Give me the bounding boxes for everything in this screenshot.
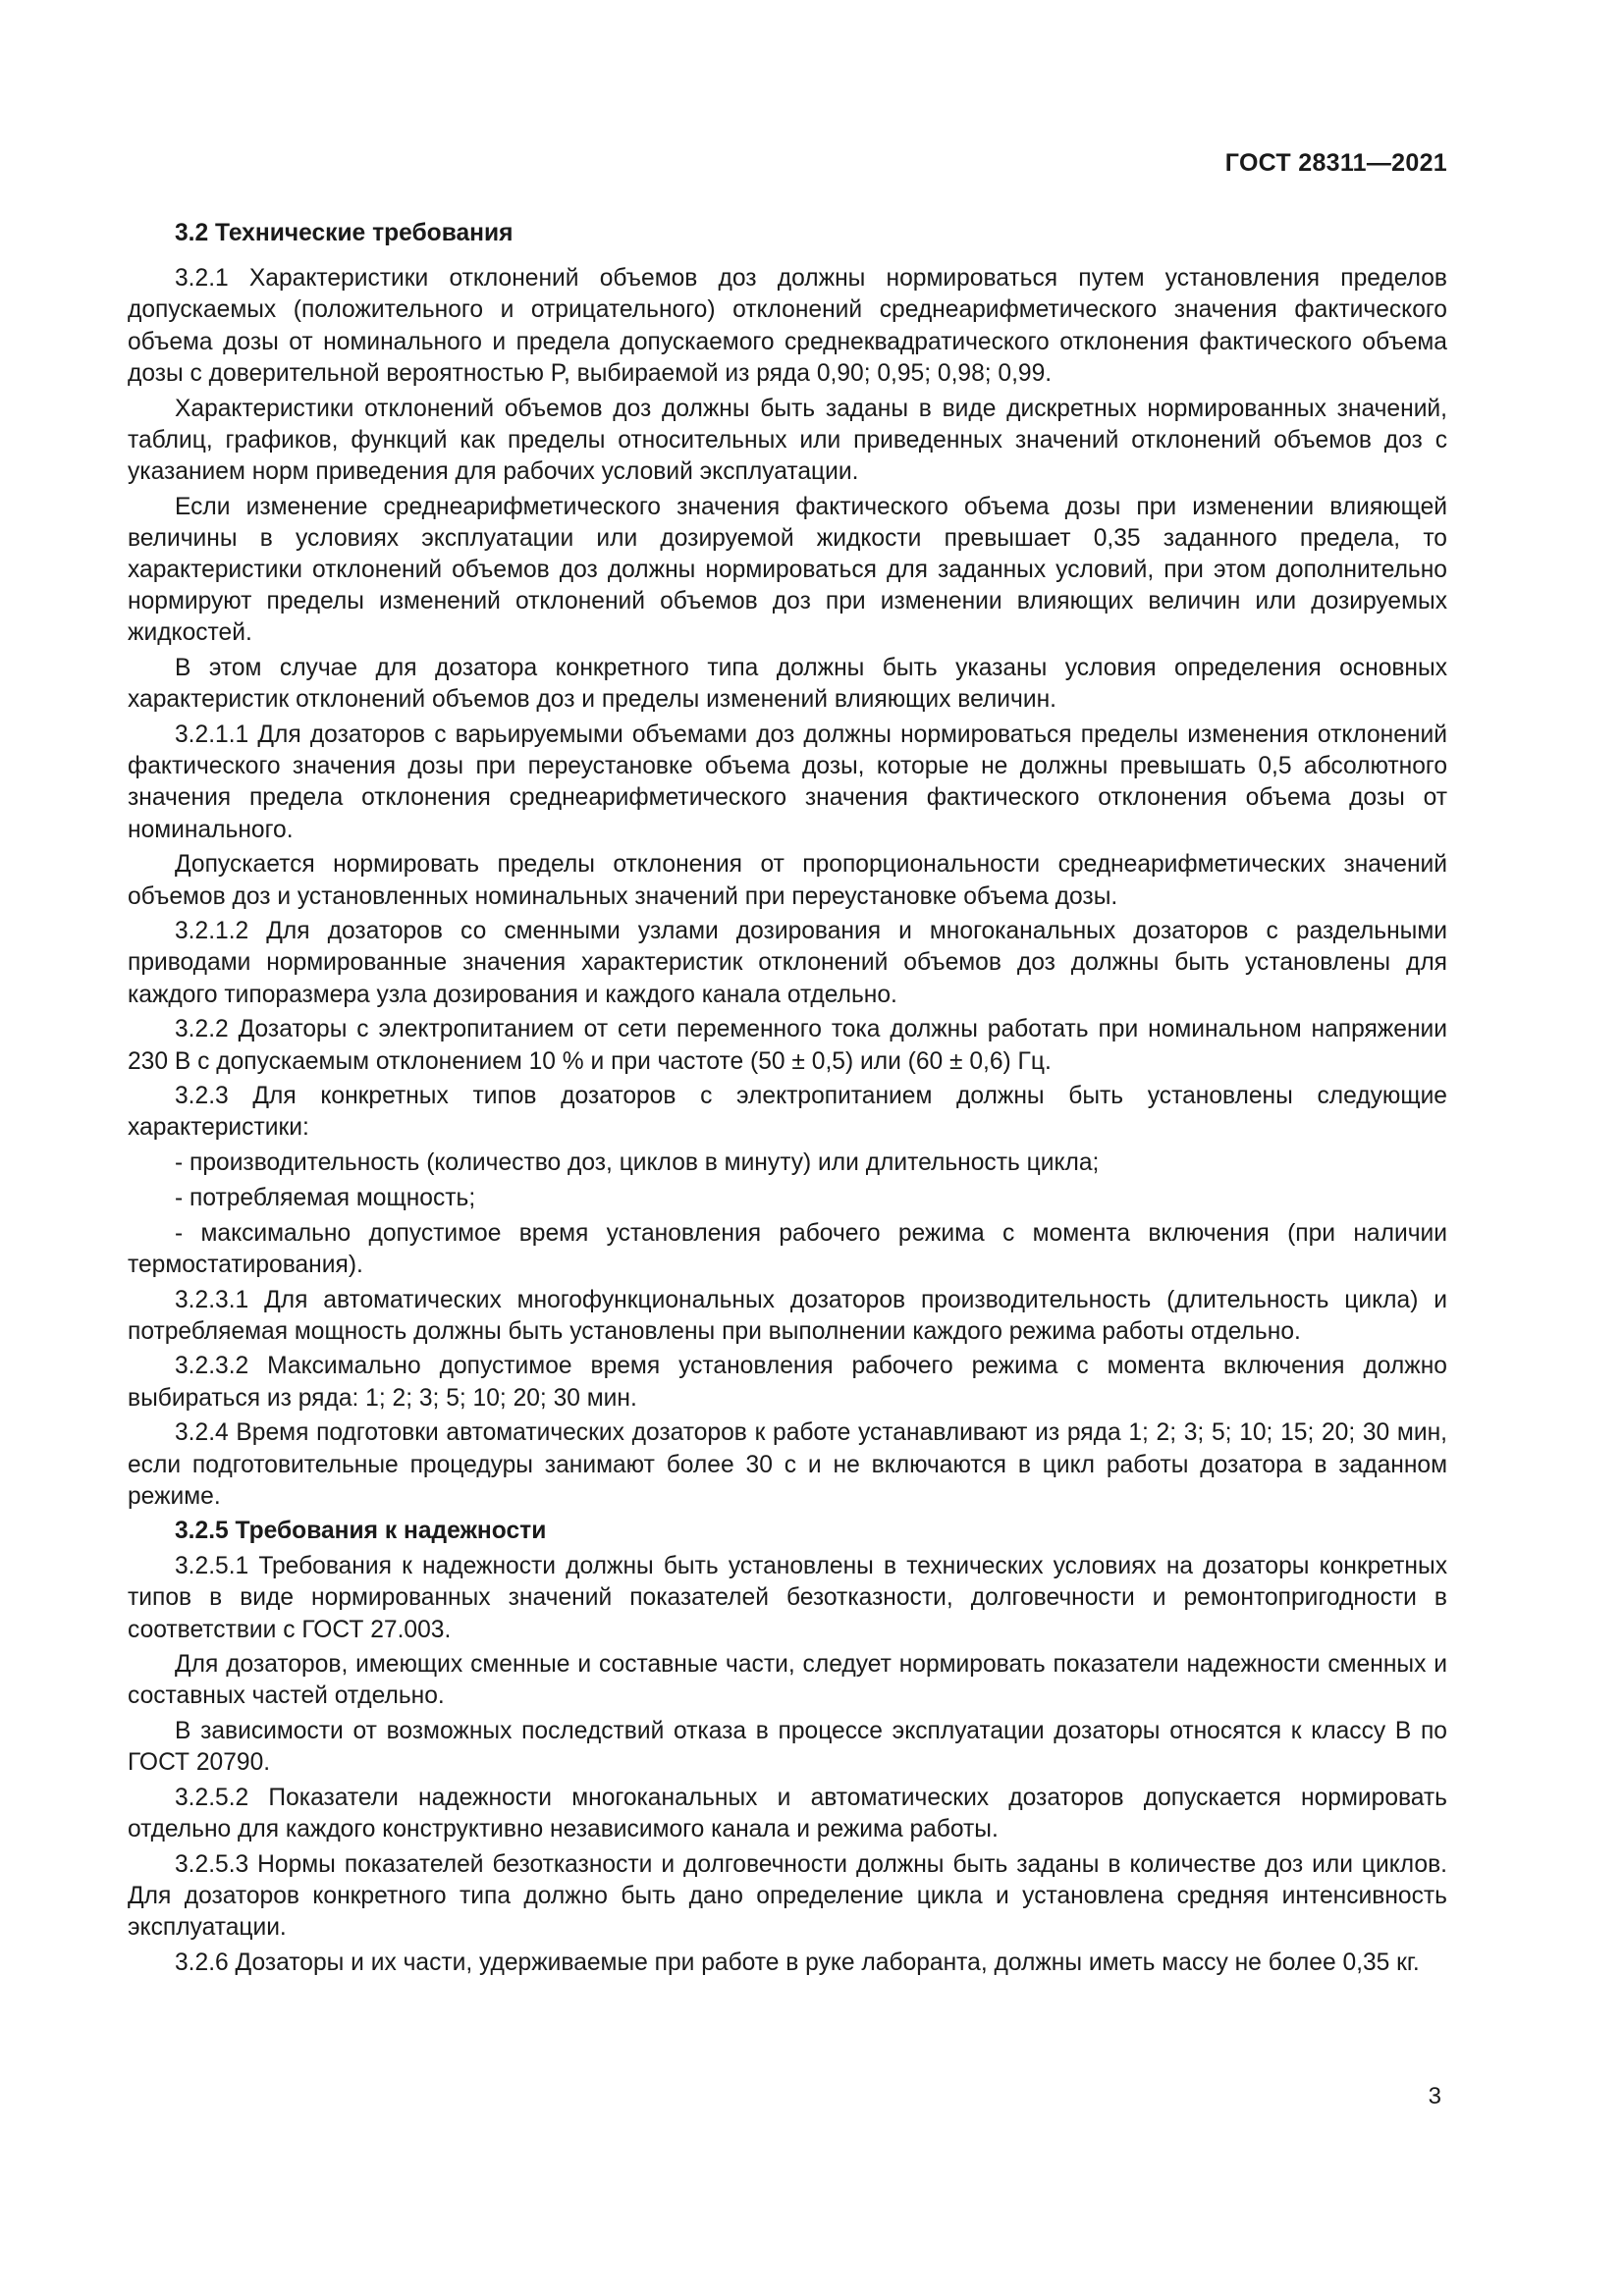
paragraph: 3.2.6 Дозаторы и их части, удерживаемые при работе в руке лаборанта, должны иметь массу не более 0,35 кг. [175, 1949, 1420, 1977]
list-item: - производительность (количество доз, циклов в минуту) или длительность цикла; [175, 1149, 1100, 1177]
paragraph: 3.2.5.3 Нормы показателей безотказности и долговечности должны быть заданы в количестве доз или циклов. Для дозаторов конкретного типа должно быть дано определение цикла и установлена средняя интенсивность эксплуатации. [128, 1850, 1447, 1942]
paragraph: Допускается нормировать пределы отклонения от пропорциональности среднеарифметических значений объемов доз и установленных номинальных значений при переустановке объема дозы. [128, 851, 1447, 910]
list-item: - максимально допустимое время установления рабочего режима с момента включения (при наличии термостатирования). [128, 1219, 1447, 1278]
paragraph: 3.2.3.2 Максимально допустимое время установления рабочего режима с момента включения должно выбираться из ряда: 1; 2; 3; 5; 10; 20; 30 мин. [128, 1353, 1447, 1412]
section-title: 3.2 Технические требования [175, 220, 514, 246]
paragraph: 3.2.2 Дозаторы с электропитанием от сети переменного тока должны работать при номинальном напряжении 230 В с допускаемым отклонением 10 % и при частоте (50 ± 0,5) или (60 ± 0,6) Гц. [128, 1016, 1447, 1075]
paragraph: 3.2.1.1 Для дозаторов с варьируемыми объемами доз должны нормироваться пределы изменения отклонений фактического значения дозы при переустановке объема дозы, которые не должны превышать 0,5 абсолютного значения предела отклонения среднеарифметического значения фактического отклонения объема дозы от номинального. [128, 721, 1447, 843]
paragraph: 3.2.1.2 Для дозаторов со сменными узлами дозирования и многоканальных дозаторов с раздельными приводами нормированные значения характеристик отклонений объемов доз должны быть установлены для каждого типоразмера узла дозирования и каждого канала отдельно. [128, 918, 1447, 1008]
page-number: 3 [1428, 2083, 1441, 2109]
paragraph: 3.2.5.2 Показатели надежности многоканальных и автоматических дозаторов допускается нормировать отдельно для каждого конструктивно независимого канала и режима работы. [128, 1785, 1447, 1843]
subsection-title: 3.2.5 Требования к надежности [175, 1518, 547, 1545]
document-header: ГОСТ 28311—2021 [1224, 149, 1447, 177]
paragraph: Если изменение среднеарифметического значения фактического объема дозы при изменении влияющей величины в условиях эксплуатации или дозируемой жидкости превышает 0,35 заданного предела, то характеристики отклонений объемов доз должны нормироваться для заданных условий, при этом дополнительно нормируют пределы изменений отклонений объемов доз при изменении влияющих величин или дозируемых жидкостей. [128, 493, 1447, 647]
paragraph: 3.2.1 Характеристики отклонений объемов доз должны нормироваться путем установления пределов допускаемых (положительного и отрицательного) отклонений среднеарифметического значения фактического объема дозы от номинального и предела допускаемого среднеквадратического отклонения фактического объема дозы с доверительной вероятностью P, выбираемой из ряда 0,90; 0,95; 0,98; 0,99. [128, 265, 1447, 387]
paragraph: 3.2.3 Для конкретных типов дозаторов с электропитанием должны быть установлены следующие характеристики: [128, 1083, 1447, 1142]
paragraph: В этом случае для дозатора конкретного типа должны быть указаны условия определения основных характеристик отклонений объемов доз и пределы изменений влияющих величин. [128, 655, 1447, 714]
paragraph: 3.2.3.1 Для автоматических многофункциональных дозаторов производительность (длительность цикла) и потребляемая мощность должны быть установлены при выполнении каждого режима работы отдельно. [128, 1286, 1447, 1345]
list-item: - потребляемая мощность; [175, 1184, 476, 1211]
paragraph: В зависимости от возможных последствий отказа в процессе эксплуатации дозаторы относятся к классу В по ГОСТ 20790. [128, 1718, 1447, 1777]
paragraph: Для дозаторов, имеющих сменные и составные части, следует нормировать показатели надежности сменных и составных частей отдельно. [128, 1651, 1447, 1710]
paragraph: Характеристики отклонений объемов доз должны быть заданы в виде дискретных нормированных значений, таблиц, графиков, функций как пределы относительных или приведенных значений отклонений объемов доз с указанием норм приведения для рабочих условий эксплуатации. [128, 395, 1447, 485]
paragraph: 3.2.4 Время подготовки автоматических дозаторов к работе устанавливают из ряда 1; 2; 3; 5; 10; 15; 20; 30 мин, если подготовительные процедуры занимают более 30 с и не включаются в цикл работы дозатора в заданном режиме. [128, 1419, 1447, 1510]
document-body [128, 218, 1447, 1983]
paragraph: 3.2.5.1 Требования к надежности должны быть установлены в технических условиях на дозаторы конкретных типов в виде нормированных значений показателей безотказности, долговечности и ремонтопригодности в соответствии с ГОСТ 27.003. [128, 1553, 1447, 1643]
